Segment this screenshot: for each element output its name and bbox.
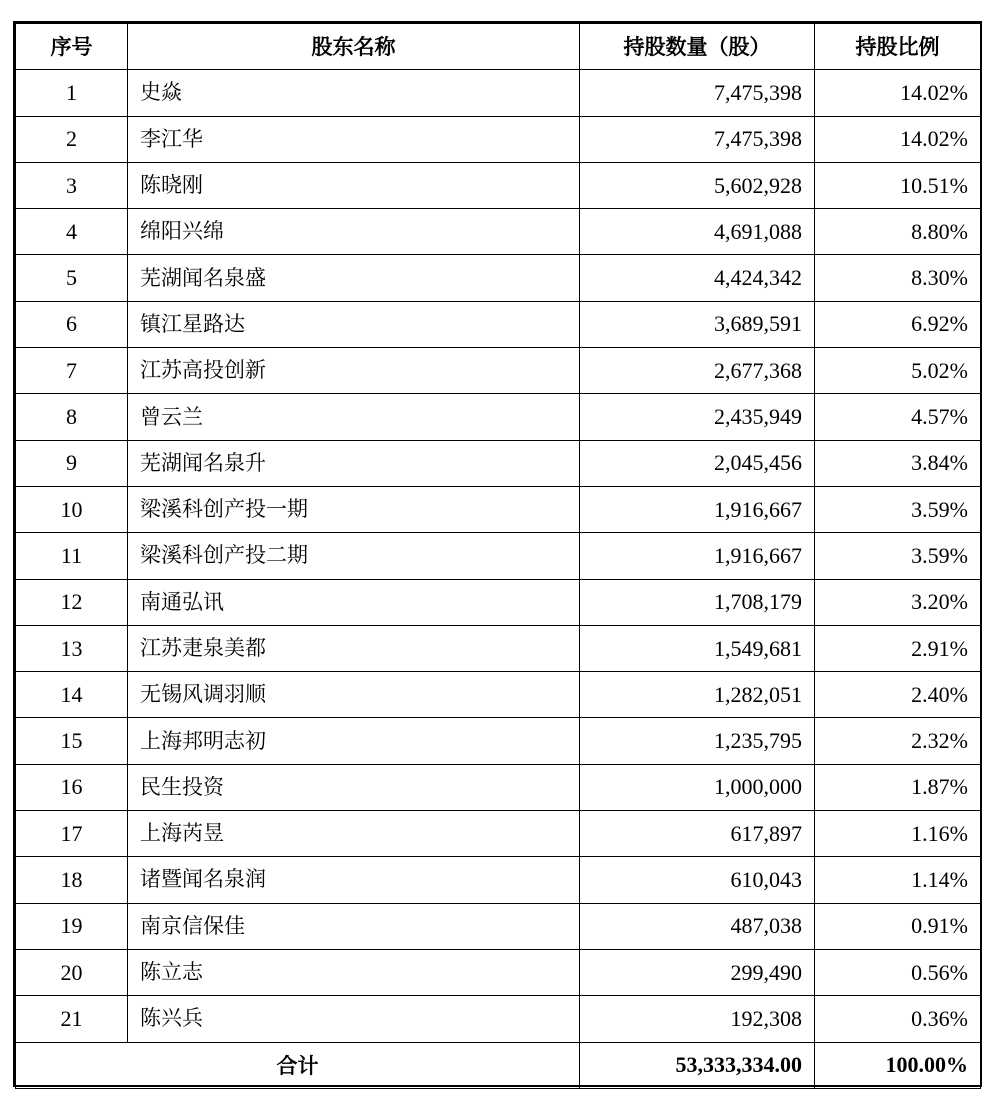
cell-share-count: 3,689,591 [580,301,815,347]
shareholder-table-container [13,21,982,1087]
cell-share-ratio: 4.57% [815,394,981,440]
cell-share-count: 617,897 [580,811,815,857]
cell-share-count: 2,045,456 [580,440,815,486]
cell-shareholder-name: 上海邦明志初 [128,718,580,764]
cell-share-ratio: 6.92% [815,301,981,347]
header-share-count: 持股数量（股） [580,24,815,70]
table-row [16,255,981,301]
cell-share-count: 610,043 [580,857,815,903]
total-row [16,1042,981,1088]
header-share-ratio: 持股比例 [815,24,981,70]
header-shareholder-name: 股东名称 [128,24,580,70]
cell-serial-no: 13 [16,625,128,671]
cell-share-count: 1,235,795 [580,718,815,764]
cell-shareholder-name: 绵阳兴绵 [128,209,580,255]
header-serial-no: 序号 [16,24,128,70]
cell-shareholder-name: 无锡风调羽顺 [128,672,580,718]
cell-share-count: 4,691,088 [580,209,815,255]
cell-serial-no: 19 [16,903,128,949]
cell-share-count: 299,490 [580,949,815,995]
cell-shareholder-name: 梁溪科创产投二期 [128,533,580,579]
cell-shareholder-name: 江苏疌泉美都 [128,625,580,671]
cell-shareholder-name: 史焱 [128,70,580,116]
table-row [16,486,981,532]
table-row [16,301,981,347]
cell-serial-no: 6 [16,301,128,347]
cell-share-ratio: 8.80% [815,209,981,255]
table-row [16,440,981,486]
cell-share-ratio: 1.87% [815,764,981,810]
cell-shareholder-name: 曾云兰 [128,394,580,440]
cell-share-ratio: 0.91% [815,903,981,949]
cell-share-count: 4,424,342 [580,255,815,301]
table-row [16,116,981,162]
table-row [16,949,981,995]
cell-serial-no: 11 [16,533,128,579]
table-row [16,764,981,810]
cell-share-ratio: 3.59% [815,533,981,579]
cell-share-count: 2,435,949 [580,394,815,440]
cell-share-count: 1,708,179 [580,579,815,625]
cell-share-ratio: 0.36% [815,996,981,1042]
cell-serial-no: 21 [16,996,128,1042]
cell-share-count: 192,308 [580,996,815,1042]
cell-share-ratio: 1.16% [815,811,981,857]
cell-share-count: 1,549,681 [580,625,815,671]
cell-shareholder-name: 芜湖闻名泉盛 [128,255,580,301]
cell-share-ratio: 8.30% [815,255,981,301]
cell-shareholder-name: 陈立志 [128,949,580,995]
cell-serial-no: 16 [16,764,128,810]
cell-shareholder-name: 陈兴兵 [128,996,580,1042]
cell-share-count: 7,475,398 [580,70,815,116]
table-row [16,348,981,394]
cell-serial-no: 1 [16,70,128,116]
cell-share-ratio: 3.20% [815,579,981,625]
table-row [16,70,981,116]
total-label: 合计 [16,1042,580,1088]
cell-shareholder-name: 诸暨闻名泉润 [128,857,580,903]
total-ratio: 100.00% [815,1042,981,1088]
cell-serial-no: 18 [16,857,128,903]
cell-serial-no: 15 [16,718,128,764]
table-header-row [16,24,981,70]
cell-serial-no: 14 [16,672,128,718]
cell-share-count: 7,475,398 [580,116,815,162]
table-row [16,209,981,255]
table-row [16,672,981,718]
cell-share-count: 2,677,368 [580,348,815,394]
table-row [16,394,981,440]
table-row [16,857,981,903]
cell-share-count: 487,038 [580,903,815,949]
cell-shareholder-name: 陈晓刚 [128,162,580,208]
cell-serial-no: 5 [16,255,128,301]
cell-serial-no: 10 [16,486,128,532]
cell-share-ratio: 5.02% [815,348,981,394]
cell-shareholder-name: 南京信保佳 [128,903,580,949]
table-row [16,533,981,579]
table-row [16,996,981,1042]
table-row [16,579,981,625]
shareholder-table [15,23,981,1089]
cell-serial-no: 3 [16,162,128,208]
cell-shareholder-name: 李江华 [128,116,580,162]
cell-serial-no: 17 [16,811,128,857]
cell-shareholder-name: 梁溪科创产投一期 [128,486,580,532]
table-row [16,162,981,208]
cell-share-ratio: 2.40% [815,672,981,718]
cell-serial-no: 12 [16,579,128,625]
cell-share-ratio: 1.14% [815,857,981,903]
cell-shareholder-name: 江苏高投创新 [128,348,580,394]
cell-shareholder-name: 镇江星路达 [128,301,580,347]
total-shares: 53,333,334.00 [580,1042,815,1088]
cell-share-ratio: 3.84% [815,440,981,486]
cell-serial-no: 9 [16,440,128,486]
cell-share-ratio: 0.56% [815,949,981,995]
cell-serial-no: 20 [16,949,128,995]
cell-share-ratio: 2.32% [815,718,981,764]
cell-share-count: 1,282,051 [580,672,815,718]
table-row [16,625,981,671]
table-row [16,718,981,764]
cell-shareholder-name: 民生投资 [128,764,580,810]
cell-share-count: 1,000,000 [580,764,815,810]
table-row [16,903,981,949]
cell-share-ratio: 10.51% [815,162,981,208]
table-row [16,811,981,857]
cell-serial-no: 4 [16,209,128,255]
cell-share-ratio: 14.02% [815,70,981,116]
cell-shareholder-name: 上海芮昱 [128,811,580,857]
cell-serial-no: 8 [16,394,128,440]
cell-share-ratio: 14.02% [815,116,981,162]
cell-shareholder-name: 南通弘讯 [128,579,580,625]
cell-serial-no: 7 [16,348,128,394]
cell-share-count: 5,602,928 [580,162,815,208]
cell-share-count: 1,916,667 [580,486,815,532]
cell-share-count: 1,916,667 [580,533,815,579]
cell-share-ratio: 3.59% [815,486,981,532]
cell-serial-no: 2 [16,116,128,162]
cell-share-ratio: 2.91% [815,625,981,671]
cell-shareholder-name: 芜湖闻名泉升 [128,440,580,486]
